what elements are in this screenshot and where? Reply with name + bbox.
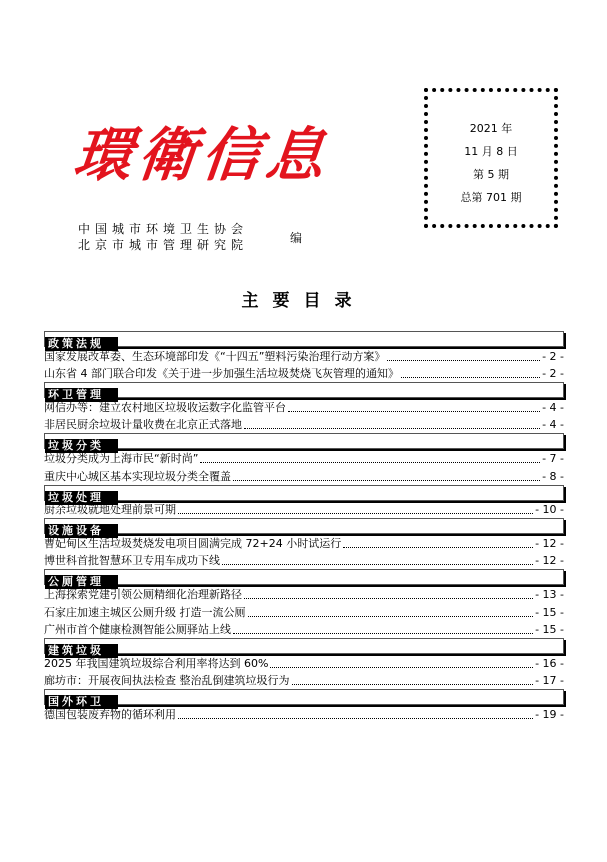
toc-entry[interactable] bbox=[44, 585, 564, 603]
toc-entry-page: - 4 - bbox=[542, 400, 564, 414]
toc-entry-page: - 2 - bbox=[542, 349, 564, 363]
issue-number: 第 5 期 bbox=[473, 168, 509, 181]
publisher-line-1: 中国城市环境卫生协会 bbox=[78, 222, 249, 236]
publisher-block bbox=[78, 221, 248, 253]
leader-dots bbox=[200, 462, 540, 463]
toc-entry-title: 上海探索党建引领公厕精细化治理新路径 bbox=[44, 587, 242, 601]
category-header bbox=[44, 331, 564, 350]
toc-entry-page: - 12 - bbox=[535, 554, 564, 568]
toc-entry-title: 曹妃甸区生活垃圾焚烧发电项目圆满完成 72+24 小时试运行 bbox=[44, 536, 342, 550]
toc-entry-page: - 10 - bbox=[535, 503, 564, 517]
category-label: 环卫管理 bbox=[45, 388, 118, 402]
leader-dots bbox=[401, 377, 540, 378]
leader-dots bbox=[387, 360, 540, 361]
category-header bbox=[44, 382, 564, 402]
toc-entry-page: - 4 - bbox=[542, 418, 564, 432]
toc-entry[interactable] bbox=[44, 705, 564, 723]
toc-entry[interactable] bbox=[44, 672, 564, 690]
category-label: 垃圾分类 bbox=[45, 439, 118, 453]
leader-dots bbox=[288, 411, 540, 412]
leader-dots bbox=[178, 718, 533, 719]
toc-entry-page: - 15 - bbox=[535, 605, 564, 619]
toc-entry[interactable] bbox=[44, 449, 564, 467]
toc-entry[interactable] bbox=[44, 534, 564, 552]
category-header bbox=[44, 569, 564, 589]
category-header bbox=[44, 689, 564, 709]
toc-entry[interactable] bbox=[44, 654, 564, 672]
leader-dots bbox=[248, 616, 534, 617]
toc-title: 主要目录 bbox=[241, 291, 366, 311]
toc-entry-page: - 7 - bbox=[542, 451, 564, 465]
toc-entry-page: - 16 - bbox=[535, 656, 564, 670]
leader-dots bbox=[244, 598, 533, 599]
toc-entry-title: 博世科首批智慧环卫专用车成功下线 bbox=[44, 554, 220, 568]
leader-dots bbox=[233, 480, 540, 481]
leader-dots bbox=[270, 667, 533, 668]
category-header bbox=[44, 433, 564, 453]
toc-entry[interactable] bbox=[44, 467, 564, 485]
toc-entry-title: 厨余垃圾就地处理前景可期 bbox=[44, 503, 176, 517]
toc-entry-page: - 2 - bbox=[542, 367, 564, 381]
leader-dots bbox=[244, 428, 540, 429]
category-label: 国外环卫 bbox=[45, 695, 118, 709]
toc-entry-page: - 8 - bbox=[542, 469, 564, 483]
toc-entry[interactable] bbox=[44, 603, 564, 621]
category-header bbox=[44, 518, 564, 538]
toc-entry[interactable] bbox=[44, 416, 564, 434]
leader-dots bbox=[178, 513, 533, 514]
category-label: 建筑垃圾 bbox=[45, 644, 118, 658]
toc-entry-title: 山东省 4 部门联合印发《关于进一步加强生活垃圾焚烧飞灰管理的通知》 bbox=[44, 367, 399, 381]
toc-entry-page: - 15 - bbox=[535, 623, 564, 637]
issue-year: 2021 年 bbox=[469, 122, 513, 135]
toc-entry-page: - 13 - bbox=[535, 587, 564, 601]
publisher-edit-label: 编 bbox=[290, 231, 303, 245]
toc-entry[interactable] bbox=[44, 621, 564, 639]
toc-entry[interactable] bbox=[44, 398, 564, 416]
toc-entry-page: - 19 - bbox=[535, 707, 564, 721]
masthead-logo bbox=[70, 120, 404, 190]
leader-dots bbox=[233, 633, 533, 634]
toc-entry[interactable] bbox=[44, 552, 564, 570]
category-label: 公厕管理 bbox=[45, 575, 118, 589]
category-header bbox=[44, 638, 564, 658]
issue-total-number: 总第 701 期 bbox=[460, 191, 522, 204]
toc-entry-title: 网信办等：建立农村地区垃圾收运数字化监管平台 bbox=[44, 400, 286, 414]
toc-entry-title: 非居民厨余垃圾计量收费在北京正式落地 bbox=[44, 418, 242, 432]
table-of-contents bbox=[44, 331, 564, 723]
toc-entry-title: 廊坊市：开展夜间执法检查 整治乱倒建筑垃圾行为 bbox=[44, 674, 290, 688]
toc-entry-title: 垃圾分类成为上海市民“新时尚” bbox=[44, 451, 199, 465]
issue-info-box bbox=[424, 88, 558, 228]
publisher-line-2: 北京市城市管理研究院 bbox=[78, 238, 249, 252]
category-label: 垃圾处理 bbox=[45, 491, 118, 505]
category-header bbox=[44, 485, 564, 504]
toc-entry-page: - 17 - bbox=[535, 674, 564, 688]
toc-entry-title: 2025 年我国建筑垃圾综合利用率将达到 60% bbox=[44, 656, 269, 670]
category-label: 设施设备 bbox=[45, 524, 118, 538]
toc-entry-title: 重庆中心城区基本实现垃圾分类全覆盖 bbox=[44, 469, 231, 483]
toc-entry-title: 德国包装废弃物的循环利用 bbox=[44, 707, 176, 721]
leader-dots bbox=[222, 564, 533, 565]
masthead-title: 環衛信息 bbox=[70, 121, 334, 189]
leader-dots bbox=[343, 547, 533, 548]
toc-entry[interactable] bbox=[44, 501, 564, 519]
issue-date: 11 月 8 日 bbox=[464, 145, 518, 158]
category-label: 政策法规 bbox=[45, 337, 118, 351]
toc-entry-title: 石家庄加速主城区公厕升级 打造一流公厕 bbox=[44, 605, 246, 619]
toc-entry[interactable] bbox=[44, 347, 564, 365]
toc-entry-title: 广州市首个健康检测智能公厕驿站上线 bbox=[44, 623, 231, 637]
toc-entry[interactable] bbox=[44, 365, 564, 383]
toc-entry-page: - 12 - bbox=[535, 536, 564, 550]
leader-dots bbox=[292, 684, 534, 685]
toc-entry-title: 国家发展改革委、生态环境部印发《“十四五”塑料污染治理行动方案》 bbox=[44, 349, 386, 363]
